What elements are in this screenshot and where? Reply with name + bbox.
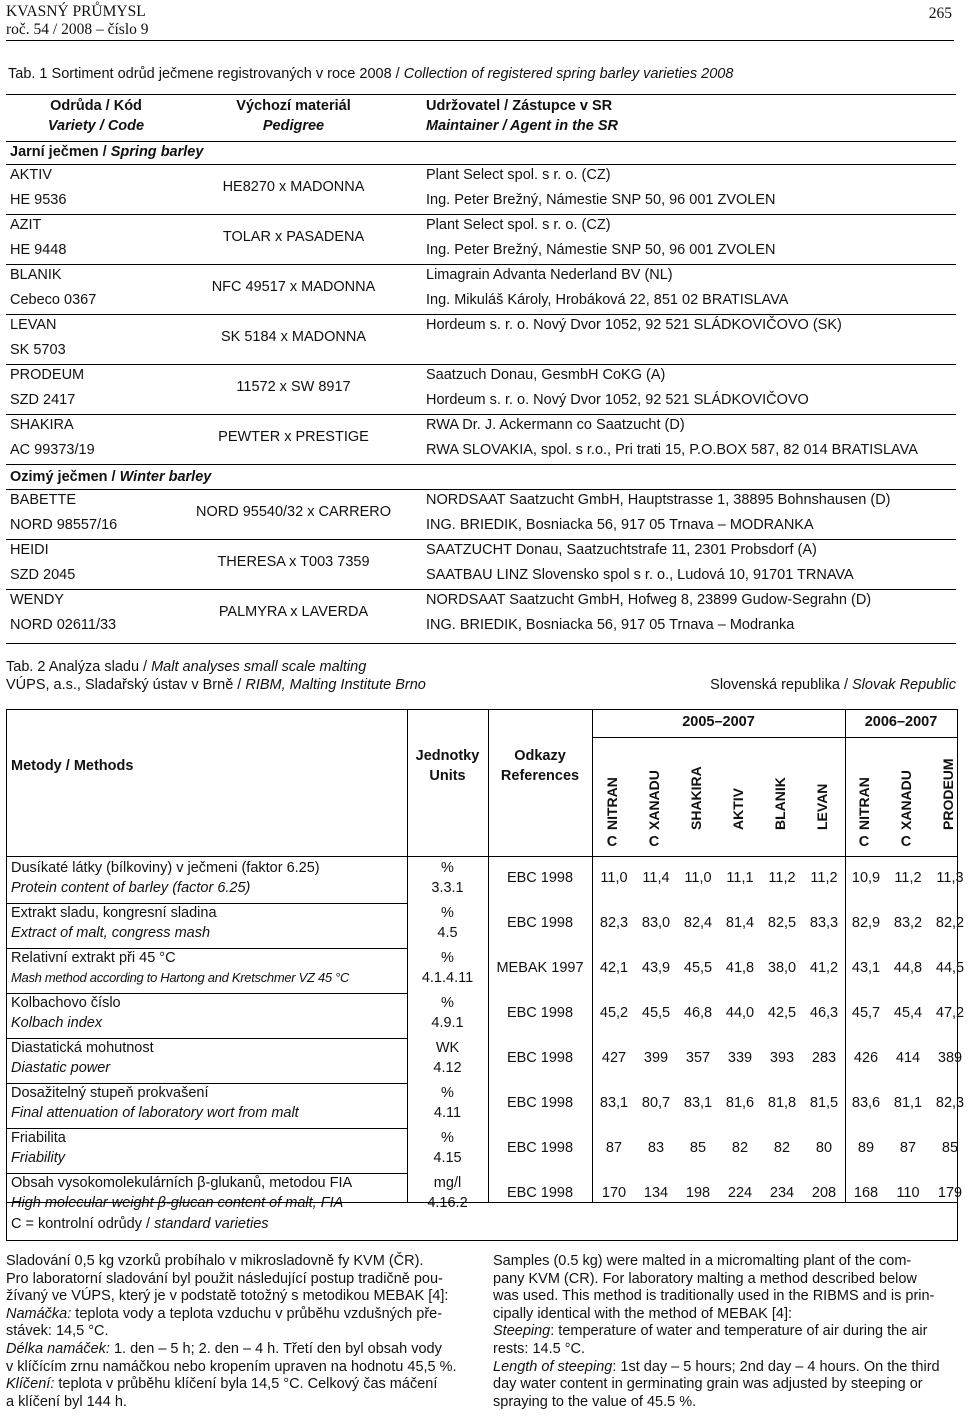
text-line-rest: : 1st day – 5 hours; 2nd day – 4 hours. On the third xyxy=(612,1358,940,1375)
variety-name: HEIDI xyxy=(10,542,49,558)
table2-caption-line1 xyxy=(6,659,366,675)
maintainer-line1: NORDSAAT Saatzucht GmbH, Hauptstrasse 1, 38895 Bohnshausen (D) xyxy=(426,492,891,508)
reference: EBC 1998 xyxy=(506,1095,574,1111)
table1-caption xyxy=(8,66,733,82)
value-cell: 198 xyxy=(685,1185,711,1201)
text-line-start: pany KVM (CR). For laboratory malting a method described below xyxy=(493,1270,917,1287)
value-cell: 43,1 xyxy=(851,960,881,976)
value-cell: 44,5 xyxy=(935,960,965,976)
text-line xyxy=(6,1323,468,1341)
text-line xyxy=(6,1271,468,1289)
variety-header-prodeum: PRODEUM xyxy=(940,758,956,830)
page-number: 265 xyxy=(928,5,952,22)
text-line-start: cipally identical with the method of MEBAK [4]: xyxy=(493,1305,793,1322)
value-cell: 82 xyxy=(731,1140,749,1156)
method-cz: Kolbachovo číslo xyxy=(11,995,121,1011)
value-cell: 85 xyxy=(689,1140,707,1156)
value-cell: 85 xyxy=(941,1140,959,1156)
maintainer-line1: Plant Select spol. s r. o. (CZ) xyxy=(426,217,611,233)
variety-header-xanadu: XANADU xyxy=(646,770,662,830)
reference: EBC 1998 xyxy=(506,1050,574,1066)
text-line-start: Samples (0.5 kg) were malted in a micromalting plant of the com- xyxy=(493,1253,912,1269)
variety-header-nitran: NITRAN xyxy=(604,777,620,830)
variety-pedigree: NORD 95540/32 x CARRERO xyxy=(195,504,391,520)
table2-caption-line2 xyxy=(6,677,426,693)
reference: EBC 1998 xyxy=(506,1140,574,1156)
method-cz: Friabilita xyxy=(11,1130,66,1146)
row-rule xyxy=(7,948,407,949)
variety-pedigree: THERESA x T003 7359 xyxy=(217,554,370,570)
value-cell: 81,6 xyxy=(725,1095,755,1111)
text-line xyxy=(493,1306,955,1324)
table2-region xyxy=(710,677,956,693)
row-rule xyxy=(6,314,956,315)
maintainer-line1: Saatzuch Donau, GesmbH CoKG (A) xyxy=(426,367,666,383)
section-spring-en: Spring barley xyxy=(110,144,204,160)
reference: EBC 1998 xyxy=(506,1185,574,1201)
period-rule xyxy=(592,737,957,738)
value-cell: 42,5 xyxy=(767,1005,797,1021)
value-cell: 80,7 xyxy=(641,1095,671,1111)
variety-pedigree: PALMYRA x LAVERDA xyxy=(218,604,369,620)
value-cell: 81,4 xyxy=(725,915,755,931)
value-cell: 41,2 xyxy=(809,960,839,976)
row-rule xyxy=(6,589,956,590)
value-cell: 83 xyxy=(647,1140,665,1156)
section-spring-cz: Jarní ječmen / xyxy=(10,144,111,160)
value-cell: 83,1 xyxy=(683,1095,713,1111)
text-line-start: Klíčení: xyxy=(6,1376,55,1393)
value-cell: 110 xyxy=(896,1185,920,1201)
text-line xyxy=(6,1288,468,1306)
text-line-rest: teplota vody a teplota vzduchu v průběhu vzdušných pře- xyxy=(71,1305,443,1322)
text-line xyxy=(493,1394,955,1412)
value-cell: 83,3 xyxy=(809,915,839,931)
text-line-start: Namáčka: xyxy=(6,1305,72,1322)
text-line-start: Pro laboratorní sladování byl použit následující postup tradičně pou- xyxy=(6,1270,443,1287)
variety-name: AZIT xyxy=(10,217,42,233)
table2-caption-prefix: Tab. 2 Analýza sladu / xyxy=(6,659,152,675)
text-line-start: Length of steeping xyxy=(493,1358,613,1375)
variety-header-levan: LEVAN xyxy=(814,783,830,830)
value-cell: 41,8 xyxy=(725,960,755,976)
unit-ref: 4.9.1 xyxy=(431,1015,464,1031)
variety-code: SZD 2045 xyxy=(10,567,76,583)
value-cell: 38,0 xyxy=(767,960,797,976)
value-cell: 357 xyxy=(685,1050,711,1066)
value-cell: 83,1 xyxy=(599,1095,629,1111)
journal-issue: roč. 54 / 2008 – číslo 9 xyxy=(6,21,149,38)
value-cell: 42,1 xyxy=(599,960,629,976)
col-pedigree-en: Pedigree xyxy=(262,118,325,134)
text-line-start: spraying to the value of 45.5 %. xyxy=(493,1393,697,1410)
value-cell: 83,6 xyxy=(851,1095,881,1111)
table2-institute-en: RIBM, Malting Institute Brno xyxy=(245,677,426,693)
row-rule xyxy=(6,464,956,465)
text-line-start: day water content in germinating grain was adjusted by steeping or xyxy=(493,1376,923,1393)
text-line-rest: 1. den – 5 h; 2. den – 4 h. Třetí den byl obsah vody xyxy=(109,1340,442,1357)
value-cell: 44,0 xyxy=(725,1005,755,1021)
reference: MEBAK 1997 xyxy=(496,960,584,976)
variety-pedigree: NFC 49517 x MADONNA xyxy=(211,279,376,295)
value-cell: 224 xyxy=(727,1185,753,1201)
table2-institute: VÚPS, a.s., Sladařský ústav v Brně / xyxy=(6,677,246,693)
text-line xyxy=(493,1376,955,1394)
unit-ref: 4.15 xyxy=(433,1150,462,1166)
value-cell: 82,9 xyxy=(851,915,881,931)
unit-ref: 4.11 xyxy=(433,1105,462,1121)
section-winter-cz: Ozimý ječmen / xyxy=(10,469,120,485)
col-pedigree-cz: Výchozí materiál xyxy=(236,98,351,114)
row-rule xyxy=(7,1173,407,1174)
value-cell: 45,2 xyxy=(599,1005,629,1021)
value-cell: 10,9 xyxy=(851,870,881,886)
unit: % xyxy=(441,950,454,966)
value-cell: 283 xyxy=(811,1050,837,1066)
maintainer-line1: Plant Select spol. s r. o. (CZ) xyxy=(426,167,611,183)
text-line xyxy=(493,1253,955,1271)
text-line xyxy=(6,1376,468,1394)
footnote-cz: C = kontrolní odrůdy / xyxy=(11,1216,155,1232)
variety-name: WENDY xyxy=(10,592,64,608)
variety-code: AC 99373/19 xyxy=(10,442,95,458)
text-line xyxy=(6,1359,468,1377)
value-cell: 81,5 xyxy=(809,1095,839,1111)
value-cell: 170 xyxy=(601,1185,627,1201)
row-rule xyxy=(6,214,956,215)
text-line-start: žívaný ve VÚPS, který je v podstatě totožný s metodikou MEBAK [4]: xyxy=(6,1288,449,1305)
variety-code: NORD 98557/16 xyxy=(10,517,118,533)
variety-pedigree: TOLAR x PASADENA xyxy=(222,229,365,245)
text-line-start: stávek: 14,5 °C. xyxy=(6,1323,109,1340)
col-divider xyxy=(592,710,593,1202)
row-rule xyxy=(7,1038,407,1039)
col-units-en: Units xyxy=(429,768,466,784)
variety-pedigree: HE8270 x MADONNA xyxy=(222,179,365,195)
row-rule xyxy=(7,1083,407,1084)
unit: % xyxy=(441,995,454,1011)
value-cell: 82,4 xyxy=(683,915,713,931)
value-cell: 83,2 xyxy=(893,915,923,931)
value-cell: 89 xyxy=(857,1140,875,1156)
method-en: High molecular weight β-glucan content of malt, FIA xyxy=(11,1195,344,1211)
table2-footnote xyxy=(11,1216,269,1232)
value-cell: 11,0 xyxy=(600,870,628,886)
text-column-english xyxy=(493,1253,955,1411)
method-en: Friability xyxy=(11,1150,65,1166)
value-cell: 43,9 xyxy=(641,960,671,976)
maintainer-line1: Limagrain Advanta Nederland BV (NL) xyxy=(426,267,673,283)
value-cell: 46,3 xyxy=(809,1005,839,1021)
text-line xyxy=(6,1306,468,1324)
text-line-rest: teplota v průběhu klíčení byla 14,5 °C. Celkový čas máčení xyxy=(54,1376,438,1393)
table1-caption-prefix: Tab. 1 Sortiment odrůd ječmene registrovaných v roce 2008 / xyxy=(8,66,404,82)
control-mark: C xyxy=(648,834,660,850)
period-2005-2007: 2005–2007 xyxy=(682,714,755,730)
text-line xyxy=(6,1394,468,1412)
value-cell: 208 xyxy=(811,1185,837,1201)
maintainer-line1: RWA Dr. J. Ackermann co Saatzucht (D) xyxy=(426,417,685,433)
row-rule xyxy=(6,539,956,540)
variety-code: HE 9448 xyxy=(10,242,67,258)
method-en: Final attenuation of laboratory wort from malt xyxy=(11,1105,299,1121)
text-line xyxy=(493,1359,955,1377)
variety-code: NORD 02611/33 xyxy=(10,617,117,633)
unit: % xyxy=(441,1085,454,1101)
variety-name: BABETTE xyxy=(10,492,77,508)
variety-code: SZD 2417 xyxy=(10,392,76,408)
reference: EBC 1998 xyxy=(506,915,574,931)
variety-name: PRODEUM xyxy=(10,367,85,383)
variety-name: AKTIV xyxy=(10,167,52,183)
header-rule xyxy=(6,141,956,142)
text-line xyxy=(493,1341,955,1359)
section-winter-barley xyxy=(10,469,211,485)
value-cell: 82,3 xyxy=(935,1095,965,1111)
value-cell: 82,2 xyxy=(935,915,965,931)
method-cz: Diastatická mohutnost xyxy=(11,1040,154,1056)
maintainer-line2: Ing. Peter Brežný, Námestie SNP 50, 96 001 ZVOLEN xyxy=(426,192,776,208)
method-en: Kolbach index xyxy=(11,1015,103,1031)
value-cell: 11,2 xyxy=(768,870,796,886)
maintainer-line2: Hordeum s. r. o. Nový Dvor 1052, 92 521 SLÁDKOVIČOVO xyxy=(426,392,809,408)
unit: % xyxy=(441,905,454,921)
value-cell: 81,8 xyxy=(767,1095,797,1111)
value-cell: 44,8 xyxy=(893,960,923,976)
text-line-start: Délka namáček: xyxy=(6,1340,110,1357)
variety-name: LEVAN xyxy=(10,317,57,333)
value-cell: 426 xyxy=(853,1050,879,1066)
value-cell: 11,2 xyxy=(810,870,838,886)
maintainer-line1: NORDSAAT Saatzucht GmbH, Hofweg 8, 23899 Gudow-Segrahn (D) xyxy=(426,592,872,608)
value-cell: 45,7 xyxy=(851,1005,881,1021)
variety-header-nitran: NITRAN xyxy=(856,777,872,830)
maintainer-line2: ING. BRIEDIK, Bosniacka 56, 917 05 Trnava – Modranka xyxy=(426,617,795,633)
text-line-start: a klíčení byl 144 h. xyxy=(6,1393,127,1410)
row-rule xyxy=(7,903,407,904)
period-2006-2007: 2006–2007 xyxy=(864,714,938,730)
maintainer-line2: Ing. Mikuláš Károly, Hrobáková 22, 851 02 BRATISLAVA xyxy=(426,292,789,308)
value-cell: 46,8 xyxy=(683,1005,713,1021)
col-variety-en: Variety / Code xyxy=(47,118,145,134)
maintainer-line2: Ing. Peter Brežný, Námestie SNP 50, 96 001 ZVOLEN xyxy=(426,242,776,258)
value-cell: 47,2 xyxy=(935,1005,965,1021)
row-rule xyxy=(7,993,407,994)
text-column-czech xyxy=(6,1253,468,1411)
control-mark: C xyxy=(900,834,912,850)
maintainer-line1: SAATZUCHT Donau, Saatzuchtstrafe 11, 2301 Probsdorf (A) xyxy=(426,542,817,558)
value-cell: 83,0 xyxy=(641,915,671,931)
value-cell: 393 xyxy=(769,1050,795,1066)
method-en: Mash method according to Hartong and Kretschmer VZ 45 °C xyxy=(11,970,350,985)
value-cell: 11,1 xyxy=(726,870,754,886)
value-cell: 399 xyxy=(643,1050,669,1066)
journal-header xyxy=(6,3,149,39)
col-variety-cz: Odrůda / Kód xyxy=(50,98,142,114)
variety-pedigree: 11572 x SW 8917 xyxy=(236,379,351,395)
value-cell: 45,5 xyxy=(683,960,713,976)
text-line-start: was used. This method is traditionally used in the RIBMS and is prin- xyxy=(493,1288,935,1305)
variety-pedigree: SK 5184 x MADONNA xyxy=(220,329,367,345)
value-cell: 87 xyxy=(899,1140,917,1156)
value-cell: 45,4 xyxy=(893,1005,923,1021)
unit-ref: 4.5 xyxy=(437,925,458,941)
maintainer-line2: ING. BRIEDIK, Bosniacka 56, 917 05 Trnava – MODRANKA xyxy=(426,517,814,533)
malt-analysis-table xyxy=(6,709,965,1241)
value-cell: 80 xyxy=(815,1140,833,1156)
variety-name: BLANIK xyxy=(10,267,62,283)
region-en: Slovak Republic xyxy=(852,677,956,693)
col-maintainer-cz: Udržovatel / Zástupce v SR xyxy=(426,98,613,114)
variety-header-shakira: SHAKIRA xyxy=(688,766,704,830)
value-cell: 179 xyxy=(937,1185,963,1201)
unit: % xyxy=(441,1130,454,1146)
value-cell: 87 xyxy=(605,1140,623,1156)
col-refs-cz: Odkazy xyxy=(514,748,566,764)
unit-ref: 4.1.4.11 xyxy=(421,970,474,986)
variety-table xyxy=(6,94,956,644)
variety-header-blanik: BLANIK xyxy=(772,777,788,830)
value-cell: 414 xyxy=(895,1050,921,1066)
variety-name: SHAKIRA xyxy=(10,417,74,433)
value-cell: 389 xyxy=(937,1050,963,1066)
row-rule xyxy=(7,1128,407,1129)
reference: EBC 1998 xyxy=(506,870,574,886)
maintainer-line1: Hordeum s. r. o. Nový Dvor 1052, 92 521 SLÁDKOVIČOVO (SK) xyxy=(426,317,842,333)
value-cell: 82,5 xyxy=(767,915,797,931)
footnote-rule xyxy=(7,1202,957,1203)
value-cell: 11,3 xyxy=(936,870,964,886)
text-line xyxy=(493,1323,955,1341)
footnote-en: standard varieties xyxy=(154,1216,269,1232)
col-divider xyxy=(845,710,846,1202)
value-cell: 134 xyxy=(643,1185,669,1201)
text-line xyxy=(493,1288,955,1306)
method-cz: Relativní extrakt při 45 °C xyxy=(11,950,176,966)
value-cell: 427 xyxy=(601,1050,627,1066)
reference: EBC 1998 xyxy=(506,1005,574,1021)
value-cell: 82 xyxy=(773,1140,791,1156)
text-line-start: Sladování 0,5 kg vzorků probíhalo v mikrosladovně fy KVM (ČR). xyxy=(6,1253,424,1269)
table2-caption-en: Malt analyses small scale malting xyxy=(151,659,367,675)
variety-code: HE 9536 xyxy=(10,192,67,208)
section-winter-en: Winter barley xyxy=(119,469,212,485)
col-refs-en: References xyxy=(500,768,580,784)
header-divider xyxy=(6,40,954,41)
variety-code: Cebeco 0367 xyxy=(10,292,97,308)
text-line xyxy=(493,1271,955,1289)
row-rule xyxy=(6,364,956,365)
method-en: Protein content of barley (factor 6.25) xyxy=(11,880,251,896)
value-cell: 11,2 xyxy=(894,870,922,886)
method-en: Extract of malt, congress mash xyxy=(11,925,211,941)
col-maintainer-en: Maintainer / Agent in the SR xyxy=(426,118,619,134)
value-cell: 234 xyxy=(769,1185,795,1201)
variety-header-aktiv: AKTIV xyxy=(730,788,746,830)
maintainer-line2: SAATBAU LINZ Slovensko spol s r. o., Ludová 10, 91701 TRNAVA xyxy=(426,567,854,583)
value-cell: 339 xyxy=(727,1050,753,1066)
col-methods: Metody / Methods xyxy=(11,758,134,774)
control-mark: C xyxy=(858,834,870,850)
method-cz: Obsah vysokomolekulárních β-glukanů, metodou FIA xyxy=(11,1175,353,1191)
text-line-start: Steeping xyxy=(493,1323,551,1340)
header-bottom-rule xyxy=(7,856,957,857)
section-spring-barley xyxy=(10,144,203,160)
unit: mg/l xyxy=(433,1175,462,1191)
value-cell: 11,4 xyxy=(642,870,670,886)
text-line xyxy=(6,1253,468,1271)
method-en: Diastatic power xyxy=(11,1060,111,1076)
row-rule xyxy=(6,264,956,265)
unit-ref: 3.3.1 xyxy=(431,880,464,896)
value-cell: 11,0 xyxy=(684,870,712,886)
text-line-start: rests: 14.5 °C. xyxy=(493,1340,586,1357)
text-line-start: v klíčícím zrnu namáčkou nebo kropením upraven na hodnotu 45,5 %. xyxy=(6,1358,457,1375)
variety-code: SK 5703 xyxy=(10,342,66,358)
region-cz: Slovenská republika / xyxy=(710,677,853,693)
text-line-rest: : temperature of water and temperature of air during the air xyxy=(550,1323,928,1340)
maintainer-line2: RWA SLOVAKIA, spol. s r.o., Pri trati 15, P.O.BOX 587, 82 014 BRATISLAVA xyxy=(426,442,918,458)
unit-ref: 4.12 xyxy=(433,1060,462,1076)
value-cell: 81,1 xyxy=(893,1095,923,1111)
unit: WK xyxy=(435,1040,460,1056)
variety-header-xanadu: XANADU xyxy=(898,770,914,830)
col-units-cz: Jednotky xyxy=(415,748,480,764)
control-mark: C xyxy=(606,834,618,850)
row-rule xyxy=(6,489,956,490)
method-cz: Dosažitelný stupeň prokvašení xyxy=(11,1085,209,1101)
variety-pedigree: PEWTER x PRESTIGE xyxy=(218,429,369,445)
unit-ref: 4.16.2 xyxy=(427,1195,468,1211)
unit: % xyxy=(441,860,454,876)
value-cell: 45,5 xyxy=(641,1005,671,1021)
value-cell: 82,3 xyxy=(599,915,629,931)
method-cz: Dusíkaté látky (bílkoviny) v ječmeni (faktor 6.25) xyxy=(11,860,320,876)
method-cz: Extrakt sladu, kongresní sladina xyxy=(11,905,217,921)
journal-title: KVASNÝ PRŮMYSL xyxy=(6,3,146,20)
table1-caption-en: Collection of registered spring barley varieties 2008 xyxy=(403,66,734,82)
text-line xyxy=(6,1341,468,1359)
value-cell: 168 xyxy=(853,1185,879,1201)
row-rule xyxy=(6,414,956,415)
section-rule xyxy=(6,164,956,165)
